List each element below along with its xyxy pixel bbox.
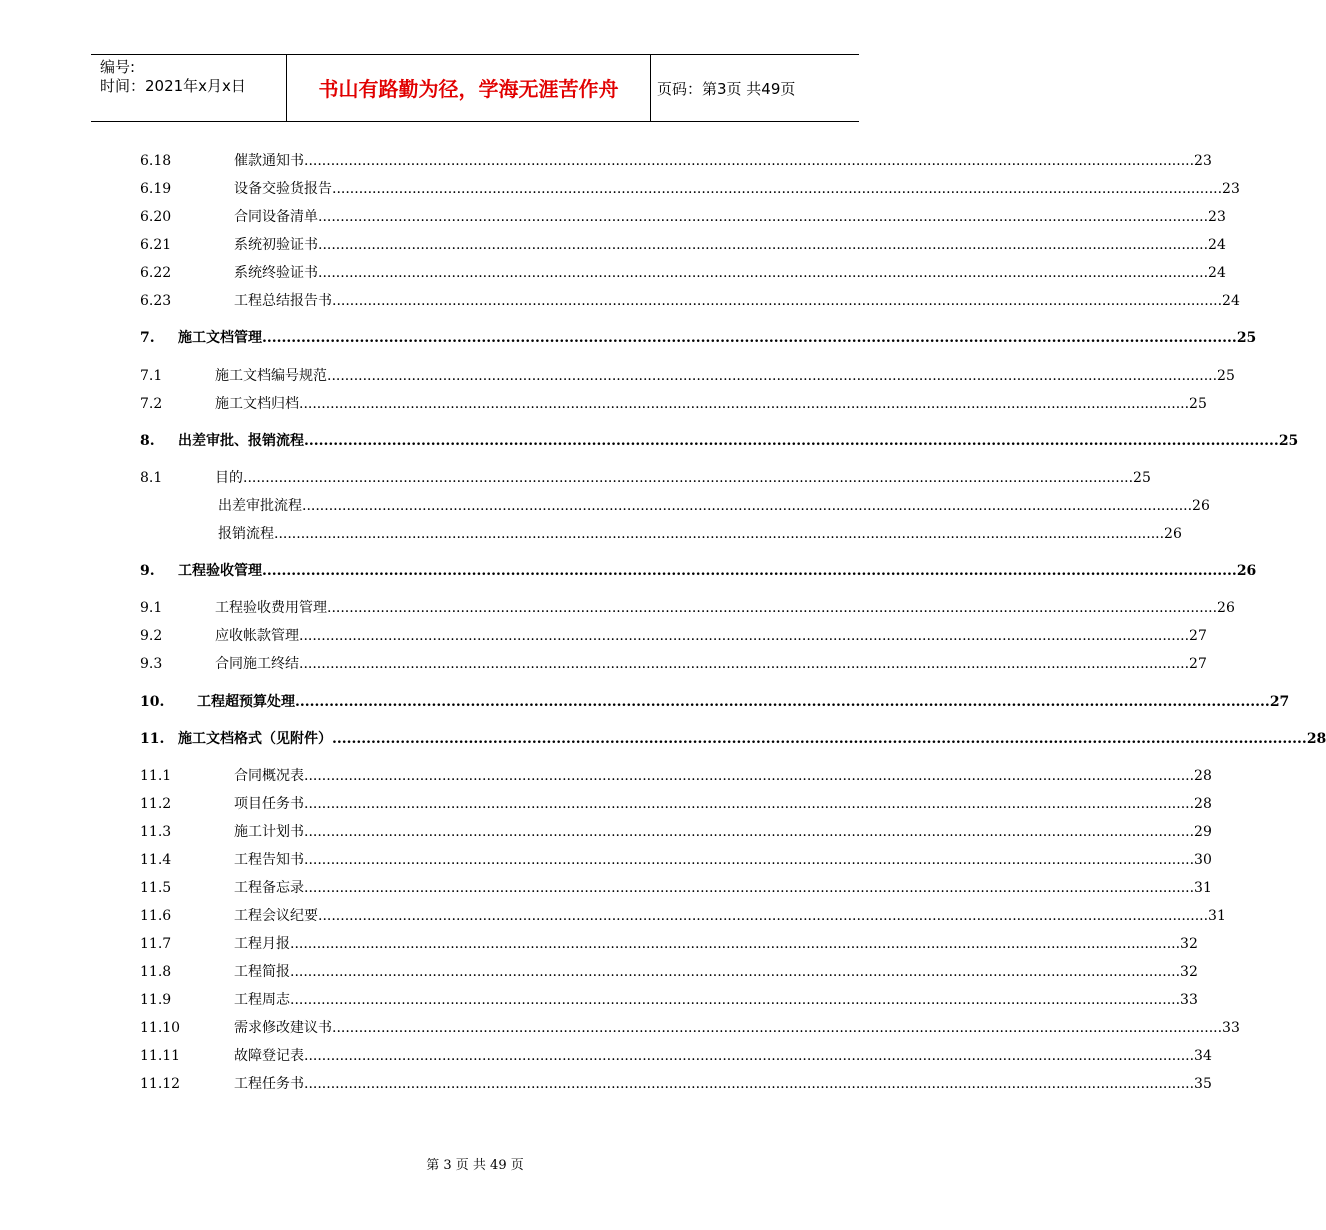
toc-entry-number: 11.1 (140, 768, 172, 784)
toc-dot-leader: ........................................................................................................................................................................................................ (304, 824, 1195, 840)
toc-entry-page: 33 (1180, 992, 1198, 1008)
toc-entry-page: 26 (1236, 563, 1257, 579)
toc-entry-title: 合同设备清单 (234, 209, 318, 225)
toc-entry-page: 30 (1194, 852, 1212, 868)
header-meta-cell (91, 55, 286, 121)
toc-dot-leader: ........................................................................................................................................................................................................ (327, 600, 1218, 616)
toc-dot-leader: ........................................................................................................................................................................................................ (290, 992, 1181, 1008)
document-time-label: 时间：2021年x月x日 (100, 77, 246, 95)
toc-entry[interactable] (140, 766, 1212, 786)
toc-entry-line (234, 263, 1226, 283)
toc-entry-number: 11.3 (140, 824, 172, 840)
toc-entry-title: 工程简报 (234, 964, 290, 980)
toc-dot-leader: ........................................................................................................................................................................................................ (262, 563, 1237, 579)
toc-entry-page: 24 (1208, 265, 1226, 281)
toc-entry-title: 工程验收费用管理 (215, 600, 327, 616)
toc-entry[interactable] (140, 207, 1226, 227)
toc-entry-title: 系统终验证书 (234, 265, 318, 281)
toc-entry-line (215, 654, 1207, 674)
toc-entry-title: 施工文档格式（见附件） (178, 731, 332, 747)
toc-dot-leader: ........................................................................................................................................................................................................ (304, 153, 1195, 169)
toc-dot-leader: ........................................................................................................................................................................................................ (274, 526, 1165, 542)
toc-dot-leader: ........................................................................................................................................................................................................ (304, 1076, 1195, 1092)
toc-dot-leader: ........................................................................................................................................................................................................ (332, 293, 1223, 309)
toc-entry-number: 7. (140, 330, 155, 346)
toc-entry-number: 11.7 (140, 936, 172, 952)
toc-entry[interactable] (140, 850, 1212, 870)
toc-entry-page: 33 (1222, 1020, 1240, 1036)
toc-entry-number: 11.2 (140, 796, 172, 812)
toc-entry-line (234, 179, 1240, 199)
toc-entry-number: 7.2 (140, 396, 163, 412)
toc-dot-leader: ........................................................................................................................................................................................................ (318, 237, 1209, 253)
toc-section-heading[interactable] (140, 561, 1257, 581)
toc-entry[interactable] (140, 822, 1212, 842)
toc-dot-leader: ........................................................................................................................................................................................................ (304, 1048, 1195, 1064)
toc-entry-line (215, 394, 1207, 414)
toc-entry-line (234, 766, 1212, 786)
toc-entry[interactable] (140, 235, 1226, 255)
toc-dot-leader: ........................................................................................................................................................................................................ (295, 694, 1270, 710)
toc-entry-page: 34 (1194, 1048, 1212, 1064)
toc-entry-page: 23 (1222, 181, 1240, 197)
toc-entry[interactable] (140, 878, 1212, 898)
toc-dot-leader: ........................................................................................................................................................................................................ (318, 908, 1209, 924)
toc-entry-title: 出差审批流程 (218, 498, 302, 514)
toc-entry-number: 6.22 (140, 265, 172, 281)
toc-entry[interactable] (140, 1018, 1240, 1038)
toc-dot-leader: ........................................................................................................................................................................................................ (327, 368, 1218, 384)
toc-entry-page: 28 (1306, 731, 1326, 747)
toc-entry-number: 6.20 (140, 209, 172, 225)
toc-entry-line (234, 207, 1226, 227)
toc-entry-number: 7.1 (140, 368, 163, 384)
document-number-label: 编号: (100, 58, 136, 76)
toc-entry[interactable] (140, 626, 1207, 646)
toc-entry[interactable] (140, 1074, 1212, 1094)
toc-entry-title: 系统初验证书 (234, 237, 318, 253)
toc-entry[interactable] (140, 962, 1198, 982)
toc-entry-title: 施工文档编号规范 (215, 368, 327, 384)
toc-entry-page: 28 (1194, 768, 1212, 784)
toc-entry-title: 合同施工终结 (215, 656, 299, 672)
toc-section-heading[interactable] (140, 328, 1257, 348)
toc-dot-leader: ........................................................................................................................................................................................................ (304, 852, 1195, 868)
toc-entry-title: 目的 (215, 470, 243, 486)
toc-entry-title: 工程超预算处理 (197, 694, 295, 710)
toc-entry-number: 10. (140, 694, 165, 710)
toc-entry-line (197, 692, 1290, 712)
toc-entry-number: 6.23 (140, 293, 172, 309)
toc-entry-title: 工程验收管理 (178, 563, 262, 579)
toc-entry-page: 26 (1192, 498, 1210, 514)
toc-entry-title: 施工计划书 (234, 824, 304, 840)
toc-entry-title: 工程总结报告书 (234, 293, 332, 309)
toc-dot-leader: ........................................................................................................................................................................................................ (243, 470, 1134, 486)
toc-entry-page: 32 (1180, 964, 1198, 980)
toc-dot-leader: ........................................................................................................................................................................................................ (302, 498, 1193, 514)
toc-entry-line (234, 990, 1198, 1010)
toc-entry[interactable] (140, 468, 1151, 488)
toc-entry-page: 27 (1269, 694, 1290, 710)
toc-entry-title: 施工文档管理 (178, 330, 262, 346)
toc-entry-title: 需求修改建议书 (234, 1020, 332, 1036)
toc-entry-page: 29 (1194, 824, 1212, 840)
toc-entry-number: 9.1 (140, 600, 163, 616)
toc-entry-line (215, 366, 1235, 386)
toc-entry-number: 6.21 (140, 237, 172, 253)
toc-entry[interactable] (140, 1046, 1212, 1066)
toc-entry-title: 工程会议纪要 (234, 908, 318, 924)
toc-entry-page: 23 (1194, 153, 1212, 169)
toc-entry-title: 故障登记表 (234, 1048, 304, 1064)
toc-entry-line (234, 151, 1212, 171)
toc-entry[interactable] (140, 990, 1198, 1010)
toc-entry[interactable] (140, 654, 1207, 674)
toc-dot-leader: ........................................................................................................................................................................................................ (304, 796, 1195, 812)
toc-entry-page: 24 (1208, 237, 1226, 253)
toc-entry-title: 项目任务书 (234, 796, 304, 812)
toc-entry-line (178, 431, 1299, 451)
toc-entry[interactable] (140, 366, 1235, 386)
toc-entry-number: 11. (140, 731, 165, 747)
toc-dot-leader: ........................................................................................................................................................................................................ (299, 628, 1190, 644)
toc-entry-line (234, 822, 1212, 842)
toc-entry-title: 合同概况表 (234, 768, 304, 784)
toc-entry-number: 11.9 (140, 992, 172, 1008)
header-page-info: 页码：第3页 共49页 (657, 80, 796, 98)
toc-entry-number: 6.19 (140, 181, 172, 197)
header-page-cell (649, 55, 859, 121)
toc-entry-title: 工程告知书 (234, 852, 304, 868)
toc-entry-page: 23 (1208, 209, 1226, 225)
toc-entry-page: 25 (1278, 433, 1299, 449)
toc-entry-line (234, 1046, 1212, 1066)
toc-entry-line (234, 1074, 1212, 1094)
toc-entry[interactable] (140, 291, 1240, 311)
toc-entry-title: 催款通知书 (234, 153, 304, 169)
page-header (91, 54, 859, 122)
toc-entry-line (178, 729, 1326, 749)
toc-section-heading[interactable] (140, 692, 1290, 712)
toc-entry-page: 25 (1236, 330, 1257, 346)
toc-entry-title: 应收帐款管理 (215, 628, 299, 644)
toc-entry-page: 32 (1180, 936, 1198, 952)
toc-entry-title: 工程周志 (234, 992, 290, 1008)
toc-entry-number: 9.3 (140, 656, 163, 672)
toc-entry-page: 28 (1194, 796, 1212, 812)
toc-entry-title: 工程备忘录 (234, 880, 304, 896)
toc-entry-line (215, 626, 1207, 646)
toc-entry[interactable] (140, 906, 1226, 926)
toc-entry-line (234, 291, 1240, 311)
toc-dot-leader: ........................................................................................................................................................................................................ (318, 265, 1209, 281)
toc-entry-page: 24 (1222, 293, 1240, 309)
toc-entry-line (234, 794, 1212, 814)
toc-entry-line (215, 598, 1235, 618)
toc-entry-line (234, 906, 1226, 926)
toc-entry[interactable] (140, 934, 1198, 954)
toc-entry-title: 报销流程 (218, 526, 274, 542)
header-motto-cell (286, 55, 651, 121)
toc-entry-line (234, 878, 1212, 898)
toc-entry-line (234, 235, 1226, 255)
toc-entry-page: 31 (1208, 908, 1226, 924)
toc-entry-page: 27 (1189, 656, 1207, 672)
toc-dot-leader: ........................................................................................................................................................................................................ (318, 209, 1209, 225)
toc-entry[interactable] (140, 263, 1226, 283)
toc-dot-leader: ........................................................................................................................................................................................................ (304, 768, 1195, 784)
toc-entry[interactable] (140, 151, 1212, 171)
toc-entry-number: 8. (140, 433, 155, 449)
toc-entry-title: 设备交验货报告 (234, 181, 332, 197)
page-footer: 第 3 页 共 49 页 (426, 1158, 524, 1173)
toc-entry-line (234, 962, 1198, 982)
header-motto: 书山有路勤为径，学海无涯苦作舟 (318, 77, 619, 101)
toc-entry-number: 6.18 (140, 153, 172, 169)
toc-entry-page: 25 (1217, 368, 1235, 384)
toc-entry-page: 26 (1164, 526, 1182, 542)
toc-entry-title: 施工文档归档 (215, 396, 299, 412)
toc-dot-leader: ........................................................................................................................................................................................................ (290, 936, 1181, 952)
toc-dot-leader: ........................................................................................................................................................................................................ (299, 396, 1190, 412)
toc-entry-number: 11.10 (140, 1020, 181, 1036)
toc-dot-leader: ........................................................................................................................................................................................................ (299, 656, 1190, 672)
toc-section-heading[interactable] (140, 729, 1326, 749)
toc-entry-number: 11.5 (140, 880, 172, 896)
toc-entry-title: 出差审批、报销流程 (178, 433, 304, 449)
toc-entry[interactable] (140, 598, 1235, 618)
toc-entry-number: 11.11 (140, 1048, 181, 1064)
toc-entry[interactable] (140, 794, 1212, 814)
toc-entry[interactable] (140, 524, 1182, 544)
toc-entry[interactable] (140, 394, 1207, 414)
toc-section-heading[interactable] (140, 431, 1299, 451)
toc-entry[interactable] (140, 179, 1240, 199)
toc-dot-leader: ........................................................................................................................................................................................................ (262, 330, 1237, 346)
toc-entry-line (178, 328, 1257, 348)
toc-entry-number: 11.12 (140, 1076, 181, 1092)
toc-entry-page: 25 (1133, 470, 1151, 486)
toc-dot-leader: ........................................................................................................................................................................................................ (332, 1020, 1223, 1036)
toc-entry-page: 31 (1194, 880, 1212, 896)
toc-entry-line (234, 934, 1198, 954)
toc-dot-leader: ........................................................................................................................................................................................................ (332, 731, 1307, 747)
toc-entry-title: 工程任务书 (234, 1076, 304, 1092)
toc-dot-leader: ........................................................................................................................................................................................................ (332, 181, 1223, 197)
toc-entry-number: 11.4 (140, 852, 172, 868)
toc-dot-leader: ........................................................................................................................................................................................................ (290, 964, 1181, 980)
toc-entry-line (234, 850, 1212, 870)
toc-entry-number: 11.6 (140, 908, 172, 924)
toc-entry-page: 27 (1189, 628, 1207, 644)
toc-entry-page: 25 (1189, 396, 1207, 412)
toc-entry-line (178, 561, 1257, 581)
toc-entry-number: 11.8 (140, 964, 172, 980)
toc-entry[interactable] (140, 496, 1210, 516)
toc-entry-number: 8.1 (140, 470, 163, 486)
toc-entry-page: 26 (1217, 600, 1235, 616)
toc-dot-leader: ........................................................................................................................................................................................................ (304, 433, 1279, 449)
toc-entry-line (215, 468, 1151, 488)
toc-entry-line (218, 524, 1182, 544)
toc-entry-title: 工程月报 (234, 936, 290, 952)
toc-entry-line (218, 496, 1210, 516)
toc-entry-line (234, 1018, 1240, 1038)
toc-entry-number: 9.2 (140, 628, 163, 644)
toc-dot-leader: ........................................................................................................................................................................................................ (304, 880, 1195, 896)
toc-entry-number: 9. (140, 563, 155, 579)
toc-entry-page: 35 (1194, 1076, 1212, 1092)
